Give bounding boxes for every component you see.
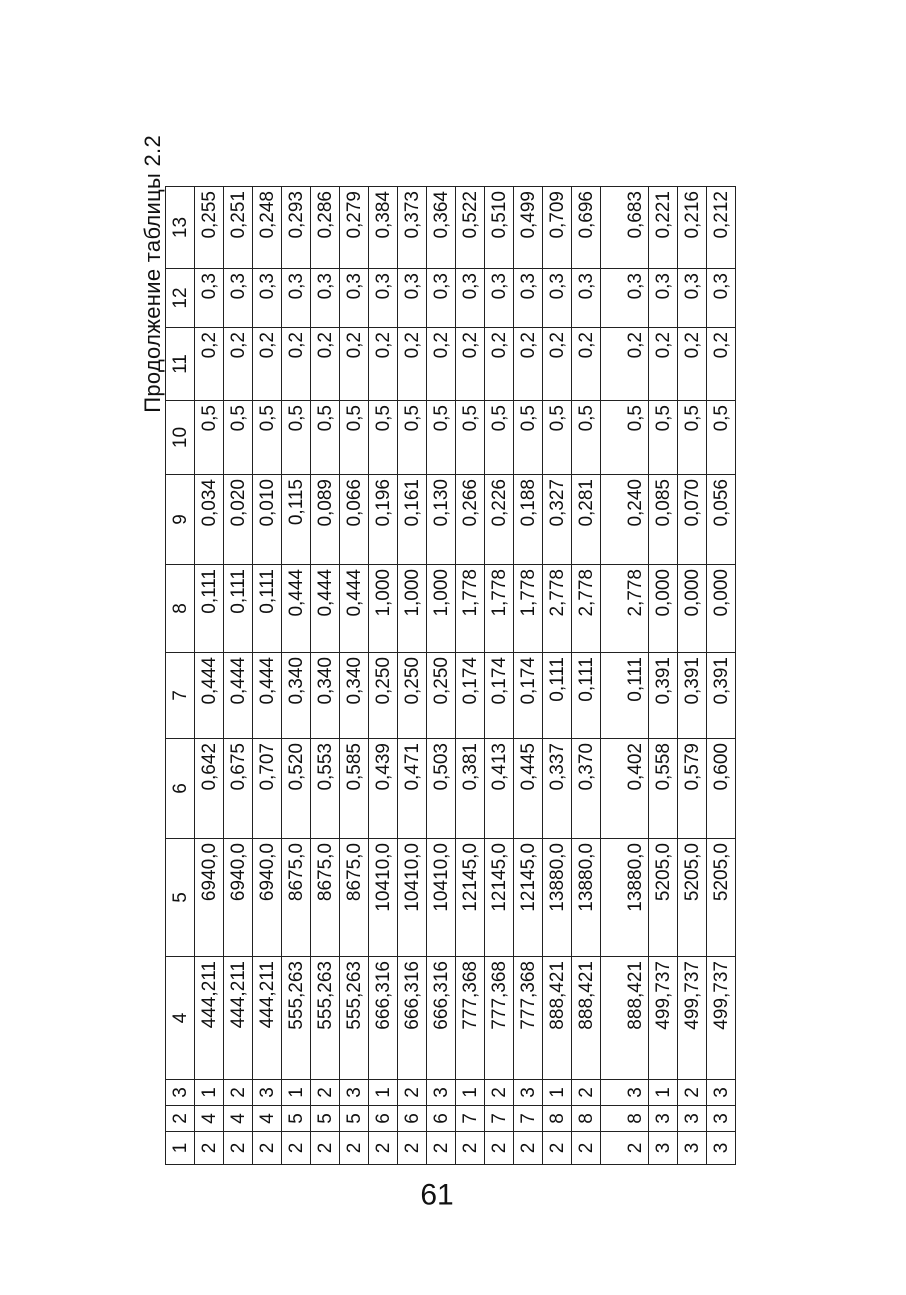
table-cell: 0,000 [678, 565, 707, 653]
table-cell: 0,286 [311, 187, 340, 269]
table-cell: 3 [253, 1080, 282, 1106]
table-cell: 0,250 [398, 653, 427, 739]
data-table [165, 186, 736, 1165]
table-cell: 0,3 [649, 269, 678, 328]
table-row [369, 187, 398, 1165]
table-cell: 0,445 [514, 739, 543, 839]
table-cell: 2,778 [572, 565, 601, 653]
table-cell: 2 [369, 1132, 398, 1165]
table-cell: 0,503 [427, 739, 456, 839]
table-cell: 1,778 [514, 565, 543, 653]
table-cell: 10410,0 [398, 839, 427, 957]
table-cell: 499,737 [707, 957, 736, 1080]
table-cell: 0,250 [427, 653, 456, 739]
table-cell: 0,3 [398, 269, 427, 328]
table-cell: 0,364 [427, 187, 456, 269]
table-cell: 0,391 [649, 653, 678, 739]
table-cell: 0,216 [678, 187, 707, 269]
table-cell: 499,737 [678, 957, 707, 1080]
table-cell: 0,391 [678, 653, 707, 739]
table-cell: 6940,0 [224, 839, 253, 957]
table-cell: 2,778 [601, 565, 649, 653]
header-cell: 6 [166, 739, 195, 839]
table-row [707, 187, 736, 1165]
header-cell: 4 [166, 957, 195, 1080]
table-row [456, 187, 485, 1165]
table-cell: 3 [601, 1080, 649, 1106]
table-cell: 0,707 [253, 739, 282, 839]
table-cell: 0,2 [427, 328, 456, 401]
table-cell: 5205,0 [649, 839, 678, 957]
table-cell: 0,2 [253, 328, 282, 401]
table-cell: 2 [398, 1132, 427, 1165]
table-cell: 0,000 [649, 565, 678, 653]
table-cell: 0,444 [282, 565, 311, 653]
table-row [224, 187, 253, 1165]
table-cell: 8675,0 [311, 839, 340, 957]
table-cell: 0,471 [398, 739, 427, 839]
table-cell: 2 [311, 1080, 340, 1106]
table-cell: 0,070 [678, 475, 707, 565]
table-cell: 0,600 [707, 739, 736, 839]
table-cell: 444,211 [253, 957, 282, 1080]
table-cell: 0,373 [398, 187, 427, 269]
table-cell: 2 [195, 1132, 224, 1165]
table-row [398, 187, 427, 1165]
table-cell: 555,263 [311, 957, 340, 1080]
table-cell: 1,778 [456, 565, 485, 653]
table-cell: 1 [369, 1080, 398, 1106]
table-cell: 0,2 [456, 328, 485, 401]
table-cell: 0,3 [224, 269, 253, 328]
table-cell: 666,316 [369, 957, 398, 1080]
table-cell: 2 [253, 1132, 282, 1165]
table-cell: 3 [514, 1080, 543, 1106]
header-cell: 8 [166, 565, 195, 653]
table-cell: 3 [649, 1132, 678, 1165]
table-cell: 5205,0 [678, 839, 707, 957]
table-cell: 0,010 [253, 475, 282, 565]
table-cell: 1,000 [369, 565, 398, 653]
table-cell: 8 [572, 1106, 601, 1132]
table-cell: 7 [514, 1106, 543, 1132]
table-cell: 0,5 [514, 401, 543, 475]
table-cell: 0,255 [195, 187, 224, 269]
table-caption: Продолжение таблицы 2.2 [140, 135, 165, 413]
table-cell: 0,056 [707, 475, 736, 565]
table-cell: 777,368 [514, 957, 543, 1080]
table-row [514, 187, 543, 1165]
table-cell: 0,3 [253, 269, 282, 328]
header-cell: 10 [166, 401, 195, 475]
table-cell: 0,3 [427, 269, 456, 328]
table-cell: 0,174 [456, 653, 485, 739]
table-cell: 0,510 [485, 187, 514, 269]
table-cell: 0,2 [543, 328, 572, 401]
table-cell: 1,000 [427, 565, 456, 653]
table-cell: 0,2 [224, 328, 253, 401]
table-cell: 1 [195, 1080, 224, 1106]
table-cell: 1 [282, 1080, 311, 1106]
table-cell: 3 [707, 1132, 736, 1165]
table-cell: 0,391 [707, 653, 736, 739]
table-cell: 2 [456, 1132, 485, 1165]
table-cell: 0,248 [253, 187, 282, 269]
table-cell: 2 [514, 1132, 543, 1165]
table-cell: 0,3 [456, 269, 485, 328]
table-cell: 2 [572, 1080, 601, 1106]
table-cell: 0,444 [340, 565, 369, 653]
table-cell: 0,444 [253, 653, 282, 739]
table-cell: 0,111 [543, 653, 572, 739]
table-cell: 0,5 [485, 401, 514, 475]
table-cell: 5 [311, 1106, 340, 1132]
table-cell: 2 [485, 1080, 514, 1106]
table-cell: 0,340 [340, 653, 369, 739]
table-cell: 0,3 [485, 269, 514, 328]
table-cell: 499,737 [649, 957, 678, 1080]
table-cell: 4 [224, 1106, 253, 1132]
table-cell: 0,2 [369, 328, 398, 401]
table-cell: 0,3 [311, 269, 340, 328]
table-cell: 888,421 [572, 957, 601, 1080]
table-cell: 0,5 [707, 401, 736, 475]
table-row [485, 187, 514, 1165]
header-cell: 3 [166, 1080, 195, 1106]
table-cell: 0,174 [485, 653, 514, 739]
table-cell: 0,384 [369, 187, 398, 269]
table-cell: 0,5 [369, 401, 398, 475]
table-cell: 0,2 [514, 328, 543, 401]
table-cell: 0,089 [311, 475, 340, 565]
table-cell: 0,226 [485, 475, 514, 565]
table-cell: 0,2 [601, 328, 649, 401]
table-cell: 7 [485, 1106, 514, 1132]
table-cell: 0,5 [282, 401, 311, 475]
table-row [311, 187, 340, 1165]
table-cell: 0,520 [282, 739, 311, 839]
table-cell: 0,085 [649, 475, 678, 565]
table-cell: 12145,0 [485, 839, 514, 957]
header-cell: 13 [166, 187, 195, 269]
table-cell: 0,5 [311, 401, 340, 475]
table-cell: 0,111 [601, 653, 649, 739]
table-cell: 0,444 [311, 565, 340, 653]
table-cell: 0,221 [649, 187, 678, 269]
table-cell: 0,709 [543, 187, 572, 269]
table-cell: 4 [253, 1106, 282, 1132]
table-cell: 0,370 [572, 739, 601, 839]
table-cell: 3 [678, 1132, 707, 1165]
table-cell: 6 [398, 1106, 427, 1132]
table-cell: 0,5 [678, 401, 707, 475]
table-cell: 0,174 [514, 653, 543, 739]
header-cell: 2 [166, 1106, 195, 1132]
table-cell: 6940,0 [253, 839, 282, 957]
table-row [195, 187, 224, 1165]
table-cell: 0,5 [340, 401, 369, 475]
table-cell: 6 [369, 1106, 398, 1132]
table-cell: 3 [649, 1106, 678, 1132]
table-cell: 555,263 [282, 957, 311, 1080]
table-cell: 0,188 [514, 475, 543, 565]
table-cell: 666,316 [398, 957, 427, 1080]
header-row [166, 187, 195, 1165]
table-cell: 0,240 [601, 475, 649, 565]
table-cell: 0,413 [485, 739, 514, 839]
table-cell: 1 [456, 1080, 485, 1106]
table-cell: 0,337 [543, 739, 572, 839]
table-cell: 0,066 [340, 475, 369, 565]
header-cell: 7 [166, 653, 195, 739]
table-cell: 3 [340, 1080, 369, 1106]
table-cell: 2 [398, 1080, 427, 1106]
table-cell: 12145,0 [456, 839, 485, 957]
table-row [340, 187, 369, 1165]
table-row [572, 187, 601, 1165]
table-cell: 0,3 [572, 269, 601, 328]
table-cell: 0,522 [456, 187, 485, 269]
table-cell: 0,111 [253, 565, 282, 653]
table-cell: 3 [707, 1080, 736, 1106]
table-cell: 444,211 [195, 957, 224, 1080]
table-cell: 0,251 [224, 187, 253, 269]
table-cell: 0,439 [369, 739, 398, 839]
table-cell: 5 [282, 1106, 311, 1132]
table-cell: 0,293 [282, 187, 311, 269]
table-cell: 0,2 [195, 328, 224, 401]
header-cell: 11 [166, 328, 195, 401]
table-cell: 2 [340, 1132, 369, 1165]
table-cell: 0,115 [282, 475, 311, 565]
table-cell: 0,5 [398, 401, 427, 475]
table-cell: 0,5 [456, 401, 485, 475]
table-cell: 0,5 [224, 401, 253, 475]
table-row [678, 187, 707, 1165]
table-cell: 0,000 [707, 565, 736, 653]
table-cell: 1,778 [485, 565, 514, 653]
table-cell: 0,5 [572, 401, 601, 475]
table-cell: 0,5 [195, 401, 224, 475]
table-cell: 13880,0 [572, 839, 601, 957]
table-cell: 0,675 [224, 739, 253, 839]
table-cell: 0,281 [572, 475, 601, 565]
table-cell: 0,111 [195, 565, 224, 653]
table-cell: 0,327 [543, 475, 572, 565]
table-cell: 8675,0 [340, 839, 369, 957]
table-cell: 0,2 [678, 328, 707, 401]
table-cell: 0,5 [427, 401, 456, 475]
table-cell: 0,683 [601, 187, 649, 269]
table-cell: 5 [340, 1106, 369, 1132]
table-cell: 0,5 [543, 401, 572, 475]
table-cell: 0,696 [572, 187, 601, 269]
table-cell: 2 [543, 1132, 572, 1165]
table-cell: 0,3 [678, 269, 707, 328]
table-cell: 2 [601, 1132, 649, 1165]
table-cell: 13880,0 [601, 839, 649, 957]
table-cell: 555,263 [340, 957, 369, 1080]
table-cell: 4 [195, 1106, 224, 1132]
table-cell: 8 [601, 1106, 649, 1132]
table-cell: 0,558 [649, 739, 678, 839]
table-row [543, 187, 572, 1165]
table-cell: 0,5 [253, 401, 282, 475]
table-cell: 666,316 [427, 957, 456, 1080]
table-cell: 0,579 [678, 739, 707, 839]
table-cell: 10410,0 [427, 839, 456, 957]
table-cell: 0,2 [398, 328, 427, 401]
table-cell: 8 [543, 1106, 572, 1132]
table-cell: 777,368 [485, 957, 514, 1080]
table-cell: 0,196 [369, 475, 398, 565]
table-cell: 2,778 [543, 565, 572, 653]
table-row [282, 187, 311, 1165]
table-cell: 8675,0 [282, 839, 311, 957]
page-number: 61 [420, 1178, 454, 1211]
table-cell: 0,553 [311, 739, 340, 839]
table-cell: 0,111 [572, 653, 601, 739]
table-cell: 0,2 [707, 328, 736, 401]
table-cell: 0,3 [543, 269, 572, 328]
table-row [427, 187, 456, 1165]
table-cell: 0,3 [340, 269, 369, 328]
header-cell: 1 [166, 1132, 195, 1165]
table-cell: 2 [282, 1132, 311, 1165]
header-cell: 5 [166, 839, 195, 957]
table-cell: 0,130 [427, 475, 456, 565]
table-cell: 0,3 [601, 269, 649, 328]
table-cell: 777,368 [456, 957, 485, 1080]
table-cell: 0,2 [649, 328, 678, 401]
table-row [649, 187, 678, 1165]
table-cell: 10410,0 [369, 839, 398, 957]
table-cell: 2 [678, 1080, 707, 1106]
table-cell: 0,250 [369, 653, 398, 739]
table-cell: 0,381 [456, 739, 485, 839]
table-cell: 0,340 [311, 653, 340, 739]
table-cell: 2 [485, 1132, 514, 1165]
table-cell: 0,444 [224, 653, 253, 739]
table-cell: 2 [311, 1132, 340, 1165]
table-cell: 1 [543, 1080, 572, 1106]
header-cell: 12 [166, 269, 195, 328]
table-cell: 12145,0 [514, 839, 543, 957]
table-cell: 13880,0 [543, 839, 572, 957]
table-cell: 0,034 [195, 475, 224, 565]
header-cell: 9 [166, 475, 195, 565]
table-cell: 0,020 [224, 475, 253, 565]
table-cell: 0,2 [340, 328, 369, 401]
table-cell: 0,3 [514, 269, 543, 328]
table-cell: 0,5 [649, 401, 678, 475]
table-cell: 6940,0 [195, 839, 224, 957]
table-cell: 0,642 [195, 739, 224, 839]
table-cell: 5205,0 [707, 839, 736, 957]
table-cell: 0,2 [311, 328, 340, 401]
table-cell: 0,585 [340, 739, 369, 839]
table-cell: 3 [678, 1106, 707, 1132]
table-cell: 0,3 [195, 269, 224, 328]
table-cell: 1,000 [398, 565, 427, 653]
table-cell: 0,161 [398, 475, 427, 565]
table-cell: 0,5 [601, 401, 649, 475]
table-cell: 2 [572, 1132, 601, 1165]
table-cell: 444,211 [224, 957, 253, 1080]
table-cell: 0,266 [456, 475, 485, 565]
table-body [166, 187, 736, 1165]
table-cell: 888,421 [601, 957, 649, 1080]
table-cell: 0,2 [485, 328, 514, 401]
table-cell: 0,212 [707, 187, 736, 269]
table-cell: 2 [224, 1080, 253, 1106]
table-cell: 1 [649, 1080, 678, 1106]
table-row [601, 187, 649, 1165]
table-cell: 7 [456, 1106, 485, 1132]
table-cell: 0,2 [572, 328, 601, 401]
table-cell: 0,2 [282, 328, 311, 401]
table-cell: 0,3 [707, 269, 736, 328]
table-cell: 0,279 [340, 187, 369, 269]
table-cell: 0,3 [282, 269, 311, 328]
table-cell: 2 [224, 1132, 253, 1165]
table-cell: 0,3 [369, 269, 398, 328]
table-cell: 888,421 [543, 957, 572, 1080]
table-cell: 0,444 [195, 653, 224, 739]
table-cell: 0,111 [224, 565, 253, 653]
table-row [253, 187, 282, 1165]
table-cell: 3 [707, 1106, 736, 1132]
table-cell: 3 [427, 1080, 456, 1106]
table-cell: 0,499 [514, 187, 543, 269]
table-cell: 0,402 [601, 739, 649, 839]
table-cell: 6 [427, 1106, 456, 1132]
table-cell: 0,340 [282, 653, 311, 739]
table-cell: 2 [427, 1132, 456, 1165]
